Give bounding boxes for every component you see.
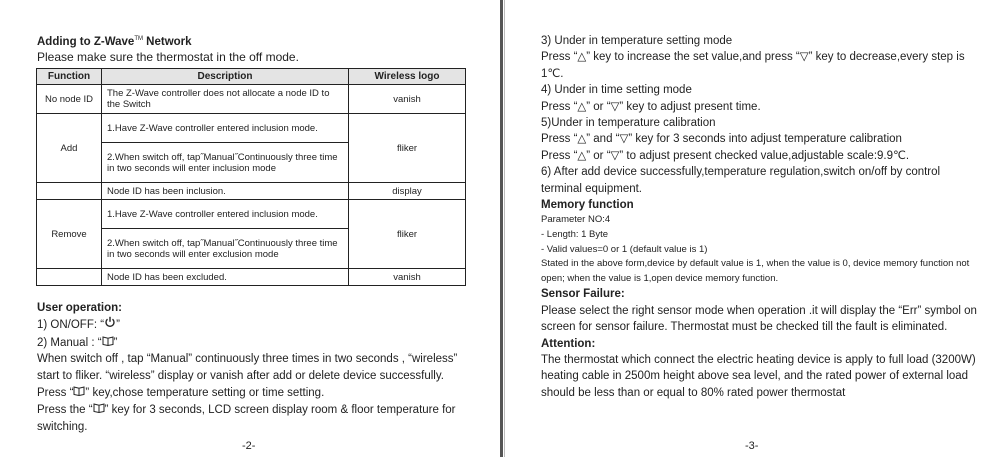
table-cell: Node ID has been inclusion. <box>102 183 349 200</box>
paragraph: Press “△” and “▽” key for 3 seconds into adjust temperature calibration <box>541 133 902 146</box>
table-row <box>37 183 466 200</box>
table-cell: Remove <box>37 200 102 269</box>
right-page <box>505 0 1000 457</box>
user-operation-title: User operation: <box>37 302 122 314</box>
power-icon <box>104 316 116 332</box>
user-operation-section <box>37 300 477 435</box>
table-cell <box>37 269 102 286</box>
paragraph: When switch off , tap “Manual” continuously three times in two seconds , “wireless” start to fliker. “wireless” display or vanish after add or delete device successfully. <box>37 353 458 382</box>
paragraph: Press “△” key to increase the set value,and press “▽” key to decrease,every step is 1℃. <box>541 51 965 80</box>
paragraph: Parameter NO:4 <box>541 214 611 226</box>
table-cell: fliker <box>349 200 466 269</box>
paragraph: Press the “ ” key for 3 seconds, LCD screen display room & floor temperature for switching. <box>37 401 477 435</box>
table-cell: display <box>349 183 466 200</box>
column-header: Wireless logo <box>349 69 466 85</box>
onoff-line: 1) ON/OFF: “ ” <box>37 316 477 333</box>
table-cell: Add <box>37 114 102 183</box>
table-cell: The Z-Wave controller does not allocate a node ID to the Switch <box>102 85 349 114</box>
table-cell: fliker <box>349 114 466 183</box>
page-number: -2- <box>242 440 256 452</box>
page-fold <box>500 0 503 457</box>
page-number: -3- <box>745 440 759 452</box>
column-header: Function <box>37 69 102 85</box>
table-header-row <box>37 69 466 85</box>
table-cell: 1.Have Z-Wave controller entered inclusion mode. <box>102 114 349 143</box>
manual-book-icon <box>73 384 85 400</box>
table-cell: No node ID <box>37 85 102 114</box>
paragraph: 6) After add device successfully,temperature regulation,switch on/off by control terminal equipment. <box>541 166 941 195</box>
paragraph: 4) Under in time setting mode <box>541 84 692 97</box>
manual-book-icon <box>102 334 114 350</box>
paragraph: The thermostat which connect the electric heating device is apply to full load (3200W) heating cable in 2500m height above sea level, and the rated power of external load should be less than or equal to 80% rated power thermostat <box>541 354 976 399</box>
manual-line: 2) Manual : “ ” <box>37 334 477 351</box>
table-row <box>37 85 466 114</box>
column-header: Description <box>102 69 349 85</box>
memory-function-title: Memory function <box>541 199 634 212</box>
instruction-line: Please make sure the thermostat in the off mode. <box>37 50 299 64</box>
table-cell: vanish <box>349 269 466 286</box>
table-cell: vanish <box>349 85 466 114</box>
paragraph: 3) Under in temperature setting mode <box>541 35 733 47</box>
paragraph: - Valid values=0 or 1 (default value is 1) <box>541 243 708 255</box>
table-row <box>37 269 466 286</box>
table-cell: 1.Have Z-Wave controller entered inclusion mode. <box>102 200 349 229</box>
paragraph: 5)Under in temperature calibration <box>541 117 716 130</box>
paragraph: Please select the right sensor mode when operation .it will display the “Err” symbol on screen for sensor failure. Thermostat must be checked till the fault is eliminated. <box>541 304 977 334</box>
paragraph: - Length: 1 Byte <box>541 229 609 241</box>
attention-title: Attention: <box>541 337 596 350</box>
paragraph: Press “△” or “▽” to adjust present checked value,adjustable scale:9.9℃. <box>541 149 910 162</box>
table-cell: 2.When switch off, tap˝Manual˝Continuously three time in two seconds will enter inclusion mode <box>102 143 349 183</box>
table-row <box>37 200 466 229</box>
table-cell: Node ID has been excluded. <box>102 269 349 286</box>
paragraph: Stated in the above form,device by default value is 1, when the value is 0, device memory function not open; when the value is 1,open device memory function. <box>541 258 970 284</box>
manual-book-icon <box>93 401 105 417</box>
function-table <box>36 68 466 286</box>
paragraph: Press “ ” key,chose temperature setting or time setting. <box>37 384 477 401</box>
section-heading: Adding to Z-Wave™ Network <box>37 36 192 48</box>
paragraph: Press “△” or “▽” key to adjust present time. <box>541 100 761 113</box>
table-cell: 2.When switch off, tap˝Manual˝Continuously three time in two seconds will enter exclusion mode <box>102 229 349 269</box>
table-cell <box>37 183 102 200</box>
right-page-content <box>541 33 981 401</box>
table-row <box>37 114 466 143</box>
trademark: TM <box>134 36 143 43</box>
sensor-failure-title: Sensor Failure: <box>541 288 625 301</box>
